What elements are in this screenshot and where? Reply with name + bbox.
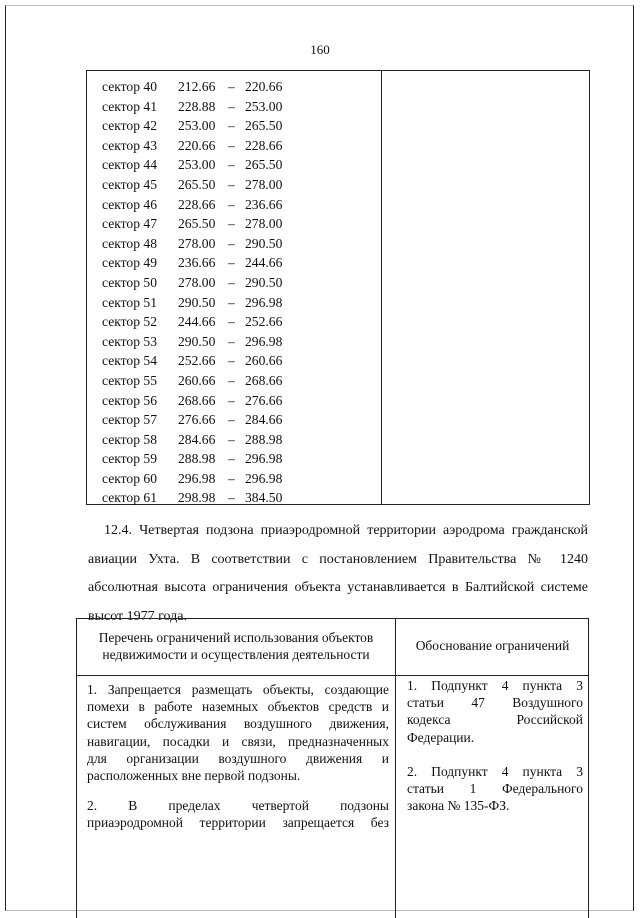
- sector-range-from: 278.00: [178, 274, 216, 290]
- sector-range-to: 268.66: [245, 372, 283, 388]
- sector-row: [87, 410, 381, 430]
- sector-range-from: 228.88: [178, 98, 216, 114]
- sector-row: [87, 488, 381, 508]
- justification-cell: [407, 677, 583, 814]
- paragraph-line: авиации Ухта. В соответствии с постановлением Правительства № 1240: [88, 551, 588, 567]
- sector-range-to: 288.98: [245, 431, 283, 447]
- text-line: статьи 1 Федерального: [407, 781, 583, 797]
- range-dash: –: [228, 353, 235, 369]
- header-line: Перечень ограничений использования объектов: [98, 630, 374, 645]
- sector-row: [87, 136, 381, 156]
- sector-range-to: 265.50: [245, 157, 283, 173]
- range-dash: –: [228, 372, 235, 388]
- sector-range-from: 265.50: [178, 176, 216, 192]
- range-dash: –: [228, 235, 235, 251]
- sector-range-from: 236.66: [178, 255, 216, 271]
- sector-range-from: 253.00: [178, 118, 216, 134]
- range-dash: –: [228, 176, 235, 192]
- sector-range-from: 265.50: [178, 216, 216, 232]
- sector-name: сектор 49: [102, 255, 158, 271]
- sector-row: [87, 214, 381, 234]
- sector-range-to: 296.98: [245, 451, 283, 467]
- sector-name: сектор 40: [102, 79, 158, 94]
- range-dash: –: [228, 314, 235, 330]
- table-header-divider: [77, 675, 588, 676]
- sector-range-to: 220.66: [245, 79, 283, 94]
- range-dash: –: [228, 274, 235, 290]
- sector-row: [87, 430, 381, 450]
- restrictions-table: [76, 618, 589, 918]
- range-dash: –: [228, 255, 235, 271]
- sector-range-to: 296.98: [245, 333, 283, 349]
- sector-range-to: 296.98: [245, 294, 283, 310]
- text-line: навигации, посадки и связи, предназначенных: [87, 733, 389, 749]
- sector-row: [87, 97, 381, 117]
- sector-name: сектор 41: [102, 98, 158, 114]
- sector-range-to: 278.00: [245, 176, 283, 192]
- sector-name: сектор 56: [102, 392, 158, 408]
- sector-range-to: 244.66: [245, 255, 283, 271]
- sector-row: [87, 351, 381, 371]
- range-dash: –: [228, 216, 235, 232]
- sector-name: сектор 47: [102, 216, 158, 232]
- sector-name: сектор 59: [102, 451, 158, 467]
- table-column-divider: [381, 71, 382, 504]
- table-column-divider: [395, 619, 396, 918]
- sector-range-from: 244.66: [178, 314, 216, 330]
- text-line: 2. Подпункт 4 пункта 3: [407, 763, 583, 779]
- range-dash: –: [228, 451, 235, 467]
- sector-range-from: 288.98: [178, 451, 216, 467]
- sector-table: [86, 70, 590, 505]
- sector-name: сектор 46: [102, 196, 158, 212]
- sector-name: сектор 54: [102, 353, 158, 369]
- sector-range-from: 228.66: [178, 196, 216, 212]
- sector-name: сектор 42: [102, 118, 158, 134]
- range-dash: –: [228, 412, 235, 428]
- sector-name: сектор 43: [102, 137, 158, 153]
- sector-name: сектор 58: [102, 431, 158, 447]
- range-dash: –: [228, 392, 235, 408]
- sector-row: [87, 449, 381, 469]
- sector-range-to: 290.50: [245, 235, 283, 251]
- range-dash: –: [228, 137, 235, 153]
- sector-name: сектор 52: [102, 314, 158, 330]
- sector-name: сектор 61: [102, 490, 158, 506]
- text-line: 2. В пределах четвертой подзоны: [87, 798, 389, 814]
- range-dash: –: [228, 196, 235, 212]
- text-line: Федерации.: [407, 729, 475, 745]
- sector-row: [87, 371, 381, 391]
- item-gap: [407, 746, 583, 763]
- sector-range-from: 290.50: [178, 333, 216, 349]
- sector-row: [87, 195, 381, 215]
- sector-range-to: 252.66: [245, 314, 283, 330]
- sector-name: сектор 60: [102, 470, 158, 486]
- sector-row: [87, 175, 381, 195]
- sector-range-from: 296.98: [178, 470, 216, 486]
- range-dash: –: [228, 118, 235, 134]
- text-line: помехи в работе наземных объектов средств и: [87, 699, 389, 715]
- header-line: недвижимости и осуществления деятельности: [102, 647, 370, 662]
- sector-range-to: 228.66: [245, 137, 283, 153]
- sector-range-to: 253.00: [245, 98, 283, 114]
- restrictions-cell: [87, 681, 389, 832]
- sector-range-from: 284.66: [178, 431, 216, 447]
- range-dash: –: [228, 98, 235, 114]
- sector-name: сектор 45: [102, 176, 158, 192]
- range-dash: –: [228, 470, 235, 486]
- sector-name: сектор 48: [102, 235, 158, 251]
- text-line: 1. Запрещается размещать объекты, создающие: [87, 682, 389, 697]
- sector-row: [87, 469, 381, 489]
- sector-name: сектор 55: [102, 372, 158, 388]
- sector-row: [87, 273, 381, 293]
- range-dash: –: [228, 157, 235, 173]
- sector-name: сектор 53: [102, 333, 158, 349]
- sector-range-from: 212.66: [178, 79, 216, 94]
- text-line: для организации воздушного движения и: [87, 750, 389, 766]
- sector-range-from: 298.98: [178, 490, 216, 506]
- sector-range-from: 220.66: [178, 137, 216, 153]
- sector-range-from: 268.66: [178, 392, 216, 408]
- sector-range-to: 276.66: [245, 392, 283, 408]
- sector-row: [87, 293, 381, 313]
- paragraph-12-4: [88, 517, 588, 631]
- sector-range-from: 253.00: [178, 157, 216, 173]
- sector-range-to: 284.66: [245, 412, 283, 428]
- header-restrictions-list: [77, 629, 395, 663]
- text-line: 1. Подпункт 4 пункта 3: [407, 678, 583, 693]
- sector-row: [87, 234, 381, 254]
- text-line: расположенных вне первой подзоны.: [87, 768, 301, 784]
- sector-row: [87, 77, 381, 97]
- paragraph-line: высот 1977 года.: [88, 608, 187, 624]
- text-line: приаэродромной территории запрещается без: [87, 815, 389, 831]
- sector-row: [87, 116, 381, 136]
- sector-row: [87, 332, 381, 352]
- sector-name: сектор 57: [102, 412, 158, 428]
- text-line: кодекса Российской: [407, 712, 583, 728]
- sector-range-from: 278.00: [178, 235, 216, 251]
- text-line: систем обслуживания воздушного движения,: [87, 716, 389, 732]
- sector-range-to: 296.98: [245, 470, 283, 486]
- sector-range-from: 290.50: [178, 294, 216, 310]
- range-dash: –: [228, 431, 235, 447]
- page-number: 160: [310, 42, 330, 57]
- range-dash: –: [228, 79, 235, 94]
- sector-range-from: 276.66: [178, 412, 216, 428]
- item-gap: [87, 784, 389, 797]
- sector-row: [87, 312, 381, 332]
- sector-range-from: 260.66: [178, 372, 216, 388]
- paragraph-line: 12.4. Четвертая подзона приаэродромной территории аэродрома гражданской: [104, 523, 588, 538]
- sector-range-to: 384.50: [245, 490, 283, 506]
- sector-row: [87, 155, 381, 175]
- range-dash: –: [228, 490, 235, 506]
- range-dash: –: [228, 294, 235, 310]
- sector-range-to: 278.00: [245, 216, 283, 232]
- text-line: закона № 135-ФЗ.: [407, 798, 510, 814]
- text-line: статьи 47 Воздушного: [407, 695, 583, 711]
- sector-name: сектор 44: [102, 157, 158, 173]
- sector-name: сектор 51: [102, 294, 158, 310]
- sector-row: [87, 253, 381, 273]
- sector-range-to: 236.66: [245, 196, 283, 212]
- sector-rows: [87, 77, 381, 508]
- sector-range-from: 252.66: [178, 353, 216, 369]
- paragraph-line: абсолютная высота ограничения объекта устанавливается в Балтийской системе: [88, 580, 588, 595]
- sector-range-to: 290.50: [245, 274, 283, 290]
- header-justification: Обоснование ограничений: [415, 638, 570, 653]
- sector-name: сектор 50: [102, 274, 158, 290]
- sector-range-to: 260.66: [245, 353, 283, 369]
- range-dash: –: [228, 333, 235, 349]
- sector-row: [87, 391, 381, 411]
- sector-range-to: 265.50: [245, 118, 283, 134]
